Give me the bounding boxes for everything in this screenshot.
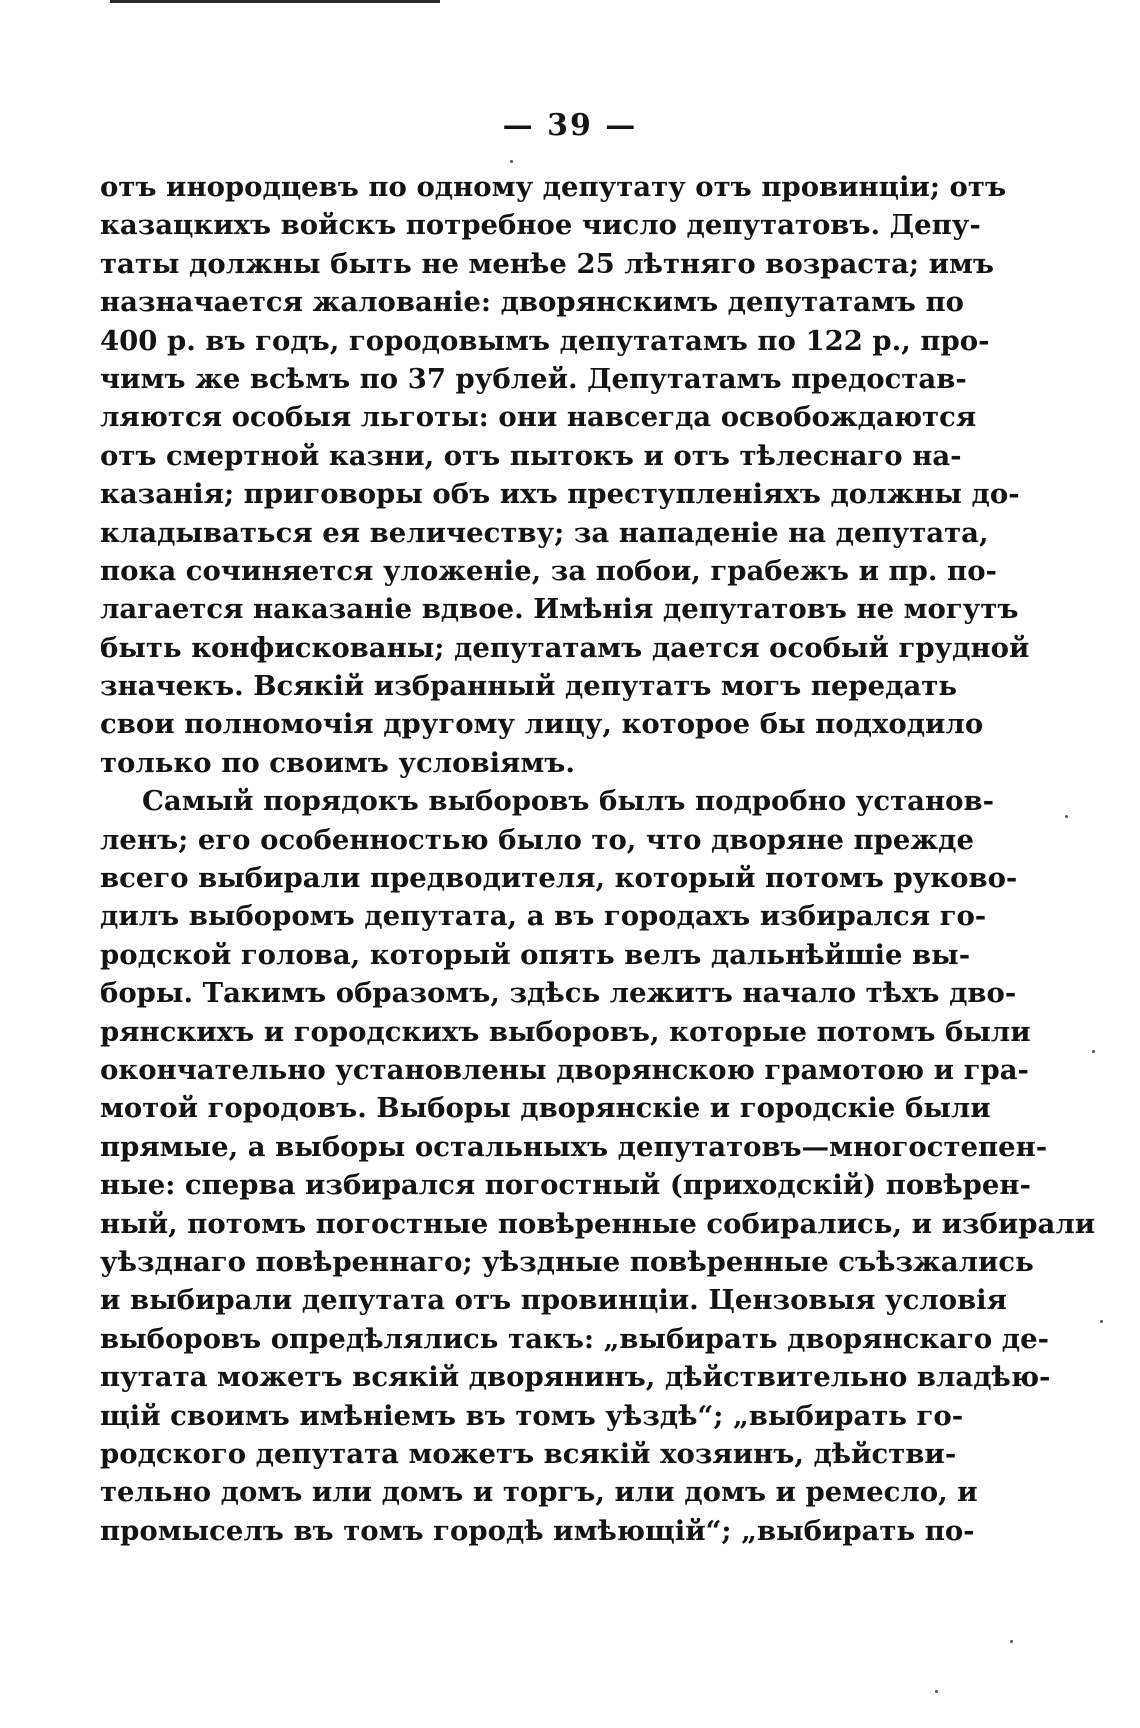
text-line: чимъ же всѣмъ по 37 рублей. Депутатамъ предостав- [100, 362, 967, 395]
text-line: ные: сперва избирался погостный (приходскій) повѣрен- [100, 1169, 1031, 1202]
text-line: окончательно установлены дворянскою грамотою и гра- [100, 1053, 1029, 1086]
paragraph-start-line: Самый порядокъ выборовъ былъ подробно установ- [142, 785, 994, 818]
text-line: таты должны быть не менѣе 25 лѣтняго возраста; имъ [100, 247, 995, 280]
text-line: кладываться ея величеству; за нападеніе на депутата, [100, 516, 989, 549]
text-line: казацкихъ войскъ потребное число депутатовъ. Депу- [100, 209, 981, 242]
text-line: лагается наказаніе вдвое. Имѣнія депутатовъ не могутъ [100, 593, 1019, 626]
scan-speck [1065, 815, 1068, 818]
text-line: выборовъ опредѣлялись такъ: „выбирать дворянскаго де- [100, 1322, 1050, 1355]
text-line: путата можетъ всякій дворянинъ, дѣйствительно владѣю- [100, 1361, 1051, 1394]
text-line: уѣзднаго повѣреннаго; уѣздные повѣренные съѣзжались [100, 1245, 1034, 1278]
text-line: тельно домъ или домъ и торгъ, или домъ и ремесло, и [100, 1476, 978, 1509]
text-line: дилъ выборомъ депутата, а въ городахъ избирался го- [100, 900, 987, 933]
text-line: всего выбирали предводителя, который потомъ руково- [100, 862, 1018, 895]
page-number: — 39 — [502, 108, 638, 143]
text-line: назначается жалованіе: дворянскимъ депутатамъ по [100, 286, 964, 319]
text-line: боры. Такимъ образомъ, здѣсь лежитъ начало тѣхъ дво- [100, 977, 1017, 1010]
scan-speck [1092, 1050, 1095, 1053]
text-line: прямые, а выборы остальныхъ депутатовъ—многостепен- [100, 1130, 1048, 1163]
paragraph-end-line: только по своимъ условіямъ. [100, 746, 575, 779]
text-line: свои полномочія другому лицу, которое бы подходило [100, 708, 984, 741]
text-line: мотой городовъ. Выборы дворянскіе и городскіе были [100, 1092, 991, 1125]
text-line: отъ смертной казни, отъ пытокъ и отъ тѣлеснаго на- [100, 439, 962, 472]
text-line: отъ инородцевъ по одному депутату отъ провинціи; отъ [100, 171, 1007, 203]
text-line: щій своимъ имѣніемъ въ томъ уѣздѣ“; „выбирать го- [100, 1399, 964, 1432]
body-text [100, 168, 1096, 1550]
text-line: ленъ; его особенностью было то, что дворяне прежде [100, 823, 974, 856]
text-line: промыселъ въ томъ городѣ имѣющій“; „выбирать по- [100, 1514, 975, 1547]
text-line: казанія; приговоры объ ихъ преступленіяхъ должны до- [100, 478, 1020, 511]
text-line: быть конфискованы; депутатамъ дается особый грудной [100, 631, 1030, 664]
text-line: родского депутата можетъ всякій хозяинъ, дѣйстви- [100, 1437, 957, 1470]
scan-speck [1010, 1640, 1013, 1643]
text-line: родской голова, который опять велъ дальнѣйшіе вы- [100, 938, 971, 971]
text-line: ный, потомъ погостные повѣренные собирались, и избирали [100, 1207, 1096, 1240]
text-line: и выбирали депутата отъ провинціи. Цензовыя условія [100, 1284, 1007, 1317]
scan-speck [935, 1690, 938, 1693]
scan-speck [510, 160, 513, 163]
text-line: рянскихъ и городскихъ выборовъ, которые потомъ были [100, 1015, 1031, 1048]
top-rule [110, 0, 440, 3]
text-line: ляются особыя льготы: они навсегда освобождаются [100, 401, 977, 434]
text-line: значекъ. Всякій избранный депутатъ могъ передать [100, 670, 958, 703]
text-line: 400 р. въ годъ, городовымъ депутатамъ по 122 р., про- [100, 324, 990, 357]
scan-speck [1100, 1320, 1103, 1323]
text-line: пока сочиняется уложеніе, за побои, грабежъ и пр. по- [100, 554, 997, 587]
